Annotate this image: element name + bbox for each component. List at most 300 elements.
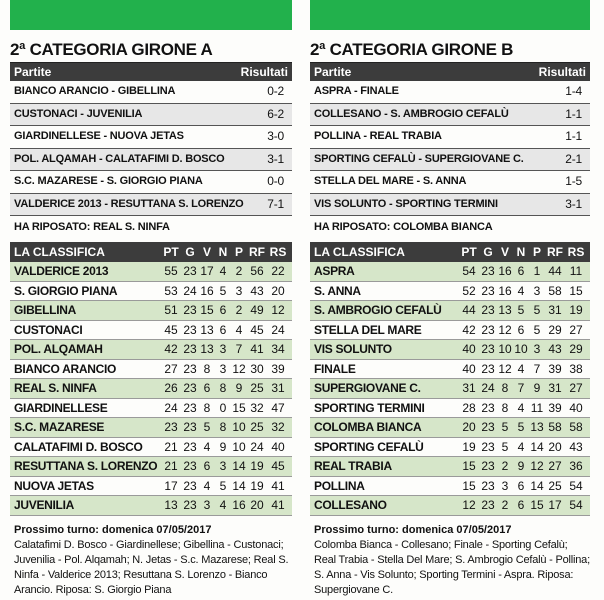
stat-cell: 23 [183,264,197,279]
stat-cell: 20 [462,420,476,435]
stat-cell: 39 [548,400,562,415]
team-name: JUVENILIA [14,498,74,513]
table-row [310,418,590,438]
stat-cell: 43 [250,283,264,298]
stat-cell: 4 [219,264,227,279]
stat-cell: 4 [517,283,525,298]
team-name: RESUTTANA S. LORENZO [14,459,158,474]
standings-col-header: RF [249,245,265,259]
stat-cell: 45 [250,322,264,337]
stat-cell: 38 [569,361,583,376]
stat-cell: 23 [183,303,197,318]
table-row [10,496,292,516]
match-teams: COLLESANO - S. AMBROGIO CEFALÙ [314,107,509,120]
stat-cell: 1 [533,264,541,279]
stat-cell: 44 [548,264,562,279]
table-row [10,457,292,477]
stat-cell: 15 [530,498,544,513]
stat-cell: 8 [203,361,211,376]
girone-title: 2ª CATEGORIA GIRONE A [10,40,213,59]
table-row [310,457,590,477]
match-result: 1-4 [565,84,582,98]
stat-cell: 41 [271,478,285,493]
team-name: VIS SOLUNTO [314,342,392,357]
stat-cell: 14 [530,478,544,493]
stat-cell: 3 [219,342,227,357]
table-row [310,496,590,516]
stat-cell: 5 [203,420,211,435]
stat-cell: 58 [548,283,562,298]
stat-cell: 3 [235,283,243,298]
partite-header: Partite [14,65,52,79]
next-round-fixtures: Calatafimi D. Bosco - Giardinellese; Gibellina - Custonaci; Juvenilia - Pol. Alqamah; N. Jetas - S.c. Mazarese; Real S. Ninfa - Valderice 2013; Resuttana S. Lorenzo - Bianco Arancio. Riposa: S. Giorgio Piana [14,538,289,596]
stat-cell: 34 [271,342,285,357]
standings-col-header: PT [461,245,477,259]
stat-cell: 13 [498,303,512,318]
stat-cell: 14 [232,459,246,474]
stat-cell: 5 [517,303,525,318]
stat-cell: 23 [481,498,495,513]
stat-cell: 23 [481,361,495,376]
stat-cell: 12 [498,361,512,376]
standings-col-header: P [234,245,243,259]
stat-cell: 20 [548,439,562,454]
stat-cell: 12 [271,303,285,318]
stat-cell: 2 [235,264,243,279]
stat-cell: 8 [501,381,509,396]
stat-cell: 8 [219,420,227,435]
stat-cell: 29 [548,322,562,337]
standings-col-header: V [500,245,509,259]
stat-cell: 9 [219,439,227,454]
stat-cell: 15 [200,303,214,318]
stat-cell: 23 [481,264,495,279]
stat-cell: 4 [219,498,227,513]
team-name: BIANCO ARANCIO [14,361,117,376]
stat-cell: 16 [498,283,512,298]
stat-cell: 24 [271,322,285,337]
stat-cell: 4 [517,439,525,454]
stat-cell: 27 [569,322,583,337]
standings-col-header: RS [567,245,585,259]
match-teams: STELLA DEL MARE - S. ANNA [314,175,467,187]
standings-col-header: RS [269,245,287,259]
stat-cell: 8 [203,400,211,415]
stat-cell: 2 [501,459,509,474]
stat-cell: 10 [232,420,246,435]
stat-cell: 3 [501,478,509,493]
stat-cell: 31 [271,381,285,396]
stat-cell: 27 [548,459,562,474]
matches-list [10,81,292,216]
stat-cell: 5 [501,439,509,454]
stat-cell: 2 [501,498,509,513]
match-result: 1-1 [565,106,582,121]
stat-cell: 54 [462,264,476,279]
match-teams: POL. ALQAMAH - CALATAFIMI D. BOSCO [14,152,225,165]
match-row [10,126,292,149]
stat-cell: 39 [548,361,562,376]
stat-cell: 15 [569,283,583,298]
stat-cell: 20 [271,283,285,298]
table-row [310,262,590,282]
match-row [310,194,590,217]
table-row [310,379,590,399]
stat-cell: 23 [183,459,197,474]
girone-b-column [310,0,590,598]
stat-cell: 12 [530,459,544,474]
stat-cell: 3 [219,361,227,376]
match-teams: VIS SOLUNTO - SPORTING TERMINI [314,197,498,210]
stat-cell: 16 [498,264,512,279]
stat-cell: 24 [250,439,264,454]
match-row [10,149,292,172]
stat-cell: 8 [501,400,509,415]
stat-cell: 5 [219,478,227,493]
stat-cell: 39 [271,361,285,376]
stat-cell: 24 [164,400,178,415]
stat-cell: 4 [235,322,243,337]
stat-cell: 45 [271,459,285,474]
stat-cell: 15 [462,478,476,493]
team-name: S. GIORGIO PIANA [14,283,118,298]
match-teams: BIANCO ARANCIO - GIBELLINA [14,85,176,97]
stat-cell: 4 [203,478,211,493]
stat-cell: 23 [183,381,197,396]
stat-cell: 23 [183,439,197,454]
stat-cell: 29 [569,342,583,357]
match-result: 1-5 [565,174,582,188]
stat-cell: 6 [517,322,525,337]
team-name: SPORTING TERMINI [314,400,425,415]
team-name: NUOVA JETAS [14,478,94,493]
match-teams: ASPRA - FINALE [314,85,399,97]
match-row [10,171,292,194]
matches-list [310,81,590,216]
stat-cell: 32 [250,400,264,415]
stat-cell: 24 [183,283,197,298]
stat-cell: 3 [203,498,211,513]
team-name: S.C. MAZARESE [14,420,105,435]
girone-a-column [10,0,292,598]
standings-col-header: P [532,245,541,259]
stat-cell: 42 [462,322,476,337]
stat-cell: 13 [164,498,178,513]
match-result: 7-1 [267,196,284,211]
team-name: COLOMBA BIANCA [314,420,422,435]
match-teams: POLLINA - REAL TRABIA [314,130,442,142]
stat-cell: 23 [183,420,197,435]
stat-cell: 58 [569,420,583,435]
stat-cell: 5 [533,322,541,337]
standings-table [310,242,590,516]
stat-cell: 7 [533,361,541,376]
match-row [310,171,590,194]
team-name: CUSTONACI [14,322,83,337]
stat-cell: 25 [548,478,562,493]
stat-cell: 19 [462,439,476,454]
table-row [10,418,292,438]
partite-header: Partite [314,65,352,79]
standings-body [310,262,590,516]
team-name: VALDERICE 2013 [14,264,109,279]
team-name: ASPRA [314,264,355,279]
stat-cell: 0 [219,400,227,415]
stat-cell: 4 [517,400,525,415]
stat-cell: 23 [183,361,197,376]
stat-cell: 19 [569,303,583,318]
stat-cell: 14 [232,478,246,493]
stat-cell: 8 [219,381,227,396]
standings-col-header: N [218,245,228,259]
stat-cell: 42 [164,342,178,357]
match-teams: GIARDINELLESE - NUOVA JETAS [14,130,184,142]
standings-title: LA CLASSIFICA [14,245,105,259]
table-row [10,438,292,458]
risultati-header: Risultati [240,65,288,79]
stat-cell: 15 [462,459,476,474]
stat-cell: 43 [569,439,583,454]
stat-cell: 23 [481,303,495,318]
stat-cell: 43 [548,342,562,357]
standings-col-header: G [185,245,195,259]
match-result: 3-0 [267,129,284,143]
stat-cell: 5 [517,420,525,435]
table-row [10,379,292,399]
stat-cell: 49 [250,303,264,318]
team-name: FINALE [314,361,356,376]
standings-header [310,242,590,262]
stat-cell: 13 [200,342,214,357]
stat-cell: 10 [514,342,528,357]
stat-cell: 5 [533,303,541,318]
team-name: POL. ALQAMAH [14,342,103,357]
next-round-title: Prossimo turno: domenica 07/05/2017 [314,523,512,536]
table-row [10,301,292,321]
stat-cell: 3 [533,342,541,357]
stat-cell: 9 [235,381,243,396]
team-name: POLLINA [314,478,365,493]
table-row [10,321,292,341]
match-result: 3-1 [267,151,284,166]
stat-cell: 53 [164,283,178,298]
team-name: CALATAFIMI D. BOSCO [14,439,143,454]
standings-col-header: N [516,245,526,259]
stat-cell: 28 [462,400,476,415]
match-teams: VALDERICE 2013 - RESUTTANA S. LORENZO [14,197,244,210]
stat-cell: 17 [548,498,562,513]
stat-cell: 40 [569,400,583,415]
table-row [310,438,590,458]
standings-table [10,242,292,516]
stat-cell: 47 [271,400,285,415]
stat-cell: 17 [200,264,214,279]
table-row [10,399,292,419]
stat-cell: 23 [183,322,197,337]
stat-cell: 27 [569,381,583,396]
next-round-title: Prossimo turno: domenica 07/05/2017 [14,523,212,536]
stat-cell: 13 [530,420,544,435]
stat-cell: 25 [250,420,264,435]
team-name: S. AMBROGIO CEFALÙ [314,303,442,318]
table-row [10,282,292,302]
team-name: STELLA DEL MARE [314,322,422,337]
stat-cell: 31 [462,381,476,396]
stat-cell: 21 [164,459,178,474]
table-row [310,301,590,321]
stat-cell: 6 [517,264,525,279]
stat-cell: 40 [462,342,476,357]
stat-cell: 16 [200,283,214,298]
team-name: GIBELLINA [14,303,76,318]
stat-cell: 6 [517,478,525,493]
riposato-note: HA RIPOSATO: REAL S. NINFA [14,221,170,233]
stat-cell: 24 [481,381,495,396]
stat-cell: 19 [250,478,264,493]
standings-header [10,242,292,262]
stat-cell: 23 [481,342,495,357]
table-row [310,282,590,302]
table-row [310,321,590,341]
stat-cell: 15 [232,400,246,415]
stat-cell: 23 [481,420,495,435]
stat-cell: 58 [548,420,562,435]
stat-cell: 36 [569,459,583,474]
stat-cell: 12 [232,361,246,376]
stat-cell: 55 [164,264,178,279]
team-name: REAL S. NINFA [14,381,97,396]
stat-cell: 40 [271,439,285,454]
match-row [10,81,292,104]
stat-cell: 14 [530,439,544,454]
next-round-fixtures: Colomba Bianca - Collesano; Finale - Sporting Cefalù; Real Trabia - Stella Del Mare; S. Ambrogio Cefalù - Pollina; S. Anna - Vis Solunto; Sporting Termini - Aspra. Riposa: Supergiovane C. [314,538,590,596]
green-header-bar [10,0,292,30]
stat-cell: 45 [164,322,178,337]
stat-cell: 13 [200,322,214,337]
stat-cell: 44 [462,303,476,318]
stat-cell: 23 [481,283,495,298]
stat-cell: 12 [498,322,512,337]
standings-title: LA CLASSIFICA [314,245,405,259]
stat-cell: 17 [164,478,178,493]
match-result: 6-2 [267,106,284,121]
stat-cell: 6 [203,459,211,474]
stat-cell: 20 [250,498,264,513]
stat-cell: 4 [203,439,211,454]
match-result: 0-2 [267,84,284,98]
match-result: 2-1 [565,151,582,166]
stat-cell: 12 [462,498,476,513]
stat-cell: 40 [462,361,476,376]
stat-cell: 23 [183,498,197,513]
stat-cell: 41 [271,498,285,513]
table-row [10,477,292,497]
stat-cell: 41 [250,342,264,357]
team-name: GIARDINELLESE [14,400,108,415]
matches-header [310,63,590,81]
stat-cell: 26 [164,381,178,396]
stat-cell: 23 [164,420,178,435]
match-result: 1-1 [565,129,582,143]
table-row [310,360,590,380]
stat-cell: 30 [250,361,264,376]
match-row [10,104,292,127]
match-row [10,194,292,217]
stat-cell: 19 [250,459,264,474]
match-teams: SPORTING CEFALÙ - SUPERGIOVANE C. [314,152,524,165]
stat-cell: 6 [219,322,227,337]
stat-cell: 23 [481,439,495,454]
table-row [310,477,590,497]
team-name: SUPERGIOVANE C. [314,381,421,396]
stat-cell: 6 [203,381,211,396]
table-row [310,399,590,419]
risultati-header: Risultati [538,65,586,79]
stat-cell: 6 [219,303,227,318]
stat-cell: 21 [164,439,178,454]
standings-body [10,262,292,516]
match-row [310,104,590,127]
stat-cell: 32 [271,420,285,435]
stat-cell: 27 [164,361,178,376]
column-separator [298,0,304,600]
stat-cell: 22 [271,264,285,279]
stat-cell: 10 [232,439,246,454]
stat-cell: 23 [481,478,495,493]
stat-cell: 11 [530,400,544,415]
match-row [310,126,590,149]
stat-cell: 23 [183,342,197,357]
team-name: S. ANNA [314,283,361,298]
stat-cell: 52 [462,283,476,298]
table-row [10,262,292,282]
match-teams: S.C. MAZARESE - S. GIORGIO PIANA [14,175,203,187]
stat-cell: 3 [533,283,541,298]
team-name: SPORTING CEFALÙ [314,439,424,454]
match-row [310,149,590,172]
stat-cell: 10 [498,342,512,357]
stat-cell: 51 [164,303,178,318]
girone-title: 2ª CATEGORIA GIRONE B [310,40,514,59]
team-name: REAL TRABIA [314,459,392,474]
stat-cell: 31 [548,303,562,318]
matches-header [10,63,292,81]
match-teams: CUSTONACI - JUVENILIA [14,107,143,120]
stat-cell: 54 [569,498,583,513]
standings-col-header: PT [163,245,179,259]
stat-cell: 11 [569,264,583,279]
stat-cell: 31 [548,381,562,396]
stat-cell: 23 [481,322,495,337]
green-header-bar [310,0,590,30]
stat-cell: 3 [219,459,227,474]
match-row [310,81,590,104]
stat-cell: 4 [517,361,525,376]
table-row [10,340,292,360]
stat-cell: 9 [517,459,525,474]
stat-cell: 5 [219,283,227,298]
stat-cell: 6 [517,498,525,513]
stat-cell: 23 [481,400,495,415]
table-row [10,360,292,380]
stat-cell: 2 [235,303,243,318]
standings-col-header: G [483,245,493,259]
stat-cell: 7 [517,381,525,396]
team-name: COLLESANO [314,498,387,513]
stat-cell: 16 [232,498,246,513]
stat-cell: 23 [183,478,197,493]
stat-cell: 9 [533,381,541,396]
